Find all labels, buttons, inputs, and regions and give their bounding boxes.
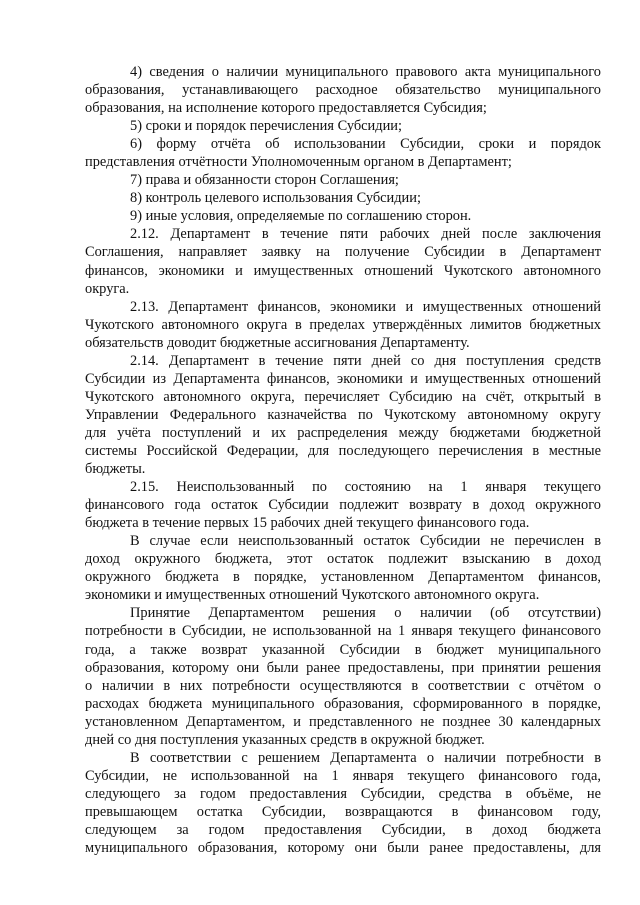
text-line: Субсидии, не использованной на 1 января текущего финансового года, [85,767,601,784]
paragraph [85,478,601,532]
paragraph [85,207,601,225]
text-line: Чукотского автономного округа, перечисляет Субсидию на счёт, открытый в [85,388,601,405]
text-line: муниципального образования, которому они были ранее предоставлены, для [85,840,601,857]
text-line: года, а также возврат указанной Субсидии в бюджет муниципального [85,641,601,658]
text-line: 8) контроль целевого использования Субсидии; [130,190,421,207]
paragraph [85,749,601,857]
paragraph [85,189,601,207]
text-line: 7) права и обязанности сторон Соглашения; [130,172,399,189]
text-line: образования, устанавливающего расходное обязательство муниципального [85,82,601,99]
paragraph [85,298,601,352]
paragraph [85,352,601,478]
text-line: окружного бюджета в порядке, установленном Департаментом финансов, [85,569,601,586]
text-line: округа. [85,280,130,297]
paragraph [85,171,601,189]
text-line: следующем за годом предоставления Субсидии, в доход бюджета [85,821,601,838]
text-line: установленном Департаментом, и представленного не позднее 30 календарных [85,713,601,730]
text-line: дней со дня поступления указанных средств в окружной бюджет. [85,731,485,748]
text-line: бюджеты. [85,461,146,478]
text-line: образования, которому они были ранее предоставлены, при принятии решения [85,659,601,676]
text-line: Принятие Департаментом решения о наличии (об отсутствии) [130,605,601,622]
text-line: 6) форму отчёта об использовании Субсидии, сроки и порядок [130,136,601,153]
text-line: 5) сроки и порядок перечисления Субсидии; [130,118,402,135]
text-line: финансов, экономики и имущественных отношений Чукотского автономного [85,262,601,279]
paragraph [85,135,601,171]
text-line: финансового года остаток Субсидии подлежит возврату в доход окружного [85,497,601,514]
text-line: Соглашения, направляет заявку на получение Субсидии в Департамент [85,244,601,261]
paragraph [85,225,601,297]
text-line: 2.12. Департамент в течение пяти рабочих дней после заключения [130,226,601,243]
text-line: системы Российской Федерации, для последующего перечисления в местные [85,442,601,459]
text-line: обязательств доводит бюджетные ассигнования Департаменту. [85,334,470,351]
text-line: 9) иные условия, определяемые по соглашению сторон. [130,208,472,225]
text-line: В случае если неиспользованный остаток Субсидии не перечислен в [130,533,601,550]
text-line: потребности в Субсидии, не использованной на 1 января текущего финансового [85,623,601,640]
paragraph [85,117,601,135]
paragraph [85,604,601,748]
text-line: В соответствии с решением Департамента о наличии потребности в [130,749,601,766]
paragraph [85,532,601,604]
text-line: представления отчётности Уполномоченным органом в Департамент; [85,154,512,171]
text-line: образования, на исполнение которого предоставляется Субсидия; [85,100,487,117]
text-line: превышающем остатка Субсидии, возвращаются в финансовом году, [85,803,601,820]
document-page [85,63,601,857]
text-line: 4) сведения о наличии муниципального правового акта муниципального [130,64,601,80]
text-line: 2.14. Департамент в течение пяти дней со дня поступления средств [130,352,601,369]
text-line: 2.13. Департамент финансов, экономики и имущественных отношений [130,298,601,315]
text-line: доход окружного бюджета, этот остаток подлежит взысканию в доход [85,551,601,568]
text-line: Чукотского автономного округа в пределах утверждённых лимитов бюджетных [85,316,601,333]
text-line: 2.15. Неиспользованный по состоянию на 1 января текущего [130,479,601,496]
text-line: о наличии в них потребности осуществляются в соответствии с отчётом о [85,677,601,694]
text-line: следующего за годом предоставления Субсидии, средства в объёме, не [85,785,601,802]
text-line: расходах бюджета муниципального образования, сформированного в порядке, [85,695,601,712]
text-line: Субсидии из Департамента финансов, экономики и имущественных отношений [85,370,601,387]
text-line: Управлении Федерального казначейства по Чукотскому автономному округу [85,406,601,423]
paragraph [85,63,601,117]
text-line: для учёта поступлений и их распределения между бюджетами бюджетной [85,424,601,441]
text-line: бюджета в течение первых 15 рабочих дней текущего финансового года. [85,515,530,532]
text-line: экономики и имущественных отношений Чукотского автономного округа. [85,587,540,604]
